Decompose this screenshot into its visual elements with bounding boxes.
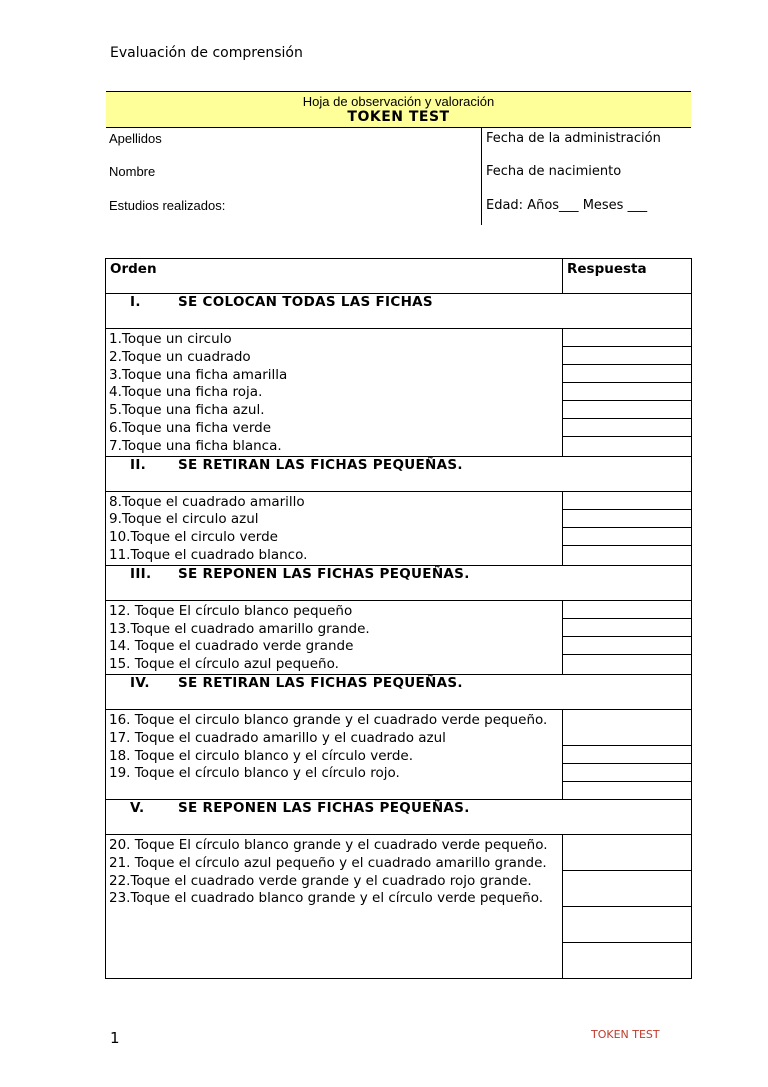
instruction-item: 6.Toque una ficha verde: [109, 419, 272, 436]
instruction-item: 21. Toque el círculo azul pequeño y el cuadrado amarillo grande.: [109, 854, 547, 871]
instruction-item: 7.Toque una ficha blanca.: [109, 437, 282, 454]
page-number: 1: [110, 1029, 120, 1047]
response-box[interactable]: [563, 835, 691, 871]
field-nombre: Nombre: [109, 164, 156, 179]
column-header-respuesta: Respuesta: [563, 259, 692, 294]
section-header: [106, 565, 692, 600]
instruction-item: 16. Toque el circulo blanco grande y el cuadrado verde pequeño.: [109, 711, 548, 728]
instruction-item: 5.Toque una ficha azul.: [109, 402, 265, 419]
response-box[interactable]: [563, 546, 691, 563]
info-subtitle: Hoja de observación y valoración: [302, 94, 495, 109]
field-fecha-administracion: Fecha de la administración: [486, 131, 661, 146]
instruction-item: 1.Toque un circulo: [109, 331, 232, 347]
response-box[interactable]: [563, 637, 691, 655]
response-column: [563, 329, 692, 457]
token-test-table: [105, 258, 692, 979]
section-header: [106, 294, 692, 329]
response-box[interactable]: [563, 619, 691, 637]
instruction-item: 10.Toque el circulo verde: [109, 529, 278, 546]
instruction-list: [106, 329, 563, 457]
section-items: [106, 709, 692, 799]
section-title: SE REPONEN LAS FICHAS PEQUEÑAS.: [178, 565, 470, 582]
response-box[interactable]: [563, 437, 691, 454]
response-box[interactable]: [563, 655, 691, 672]
instruction-item: 15. Toque el círculo azul pequeño.: [109, 656, 339, 673]
response-box[interactable]: [563, 365, 691, 383]
response-column: [563, 834, 692, 978]
instruction-item: 11.Toque el cuadrado blanco.: [109, 546, 308, 563]
response-box[interactable]: [563, 907, 691, 943]
section-number: V.: [130, 799, 145, 816]
response-column: [563, 600, 692, 674]
response-box[interactable]: [563, 943, 691, 978]
section-items: [106, 600, 692, 674]
info-title-band: [106, 91, 691, 128]
instruction-list: [106, 600, 563, 674]
column-header-orden: Orden: [106, 259, 563, 294]
section-header: [106, 456, 692, 491]
section-items: [106, 834, 692, 978]
instruction-item: 17. Toque el cuadrado amarillo y el cuadrado azul: [109, 729, 446, 746]
instruction-item: 23.Toque el cuadrado blanco grande y el círculo verde pequeño.: [109, 890, 544, 907]
response-column: [563, 709, 692, 799]
response-box[interactable]: [563, 347, 691, 365]
response-box[interactable]: [563, 782, 691, 799]
footer-title: TOKEN TEST: [591, 1028, 660, 1041]
instruction-item: 2.Toque un cuadrado: [109, 348, 251, 365]
info-title: TOKEN TEST: [347, 109, 450, 125]
instruction-item: 20. Toque El círculo blanco grande y el cuadrado verde pequeño.: [109, 836, 548, 853]
instruction-list: [106, 834, 563, 978]
instruction-item: 18. Toque el circulo blanco y el círculo verde.: [109, 747, 413, 764]
field-edad: Edad: Años___ Meses ___: [486, 198, 648, 213]
section-number: IV.: [130, 674, 150, 691]
page-header-title: Evaluación de comprensión: [110, 45, 303, 61]
instruction-list: [106, 709, 563, 799]
table-header-row: [106, 259, 692, 294]
section-number: III.: [130, 565, 152, 582]
instruction-item: 9.Toque el circulo azul: [109, 511, 259, 528]
response-box[interactable]: [563, 419, 691, 437]
section-title: SE REPONEN LAS FICHAS PEQUEÑAS.: [178, 799, 470, 816]
info-divider: [481, 128, 482, 225]
field-estudios: Estudios realizados:: [109, 198, 226, 213]
section-title: SE COLOCAN TODAS LAS FICHAS: [178, 294, 433, 310]
response-box[interactable]: [563, 601, 691, 619]
field-apellidos: Apellidos: [109, 131, 162, 146]
response-box[interactable]: [563, 710, 691, 746]
instruction-item: 12. Toque El círculo blanco pequeño: [109, 602, 353, 619]
instruction-item: 4.Toque una ficha roja.: [109, 384, 263, 401]
section-items: [106, 491, 692, 565]
instruction-item: 8.Toque el cuadrado amarillo: [109, 493, 305, 510]
instruction-item: 13.Toque el cuadrado amarillo grande.: [109, 620, 370, 637]
response-box[interactable]: [563, 764, 691, 782]
section-items: [106, 329, 692, 457]
response-box[interactable]: [563, 383, 691, 401]
info-grid: [106, 128, 691, 225]
response-column: [563, 491, 692, 565]
info-box: [106, 91, 691, 225]
section-header: [106, 674, 692, 709]
section-header: [106, 799, 692, 834]
response-box[interactable]: [563, 528, 691, 546]
response-box[interactable]: [563, 492, 691, 510]
instruction-list: [106, 491, 563, 565]
response-box[interactable]: [563, 746, 691, 764]
section-number: II.: [130, 456, 147, 473]
instruction-item: 3.Toque una ficha amarilla: [109, 366, 288, 383]
response-box[interactable]: [563, 401, 691, 419]
response-box[interactable]: [563, 329, 691, 347]
section-title: SE RETIRAN LAS FICHAS PEQUEÑAS.: [178, 674, 463, 691]
section-number: I.: [130, 294, 141, 310]
instruction-item: 19. Toque el círculo blanco y el círculo rojo.: [109, 765, 400, 782]
response-box[interactable]: [563, 871, 691, 907]
response-box[interactable]: [563, 510, 691, 528]
instruction-item: 22.Toque el cuadrado verde grande y el cuadrado rojo grande.: [109, 872, 532, 889]
field-fecha-nacimiento: Fecha de nacimiento: [486, 164, 622, 179]
instruction-item: 14. Toque el cuadrado verde grande: [109, 638, 354, 655]
section-title: SE RETIRAN LAS FICHAS PEQUEÑAS.: [178, 456, 463, 473]
